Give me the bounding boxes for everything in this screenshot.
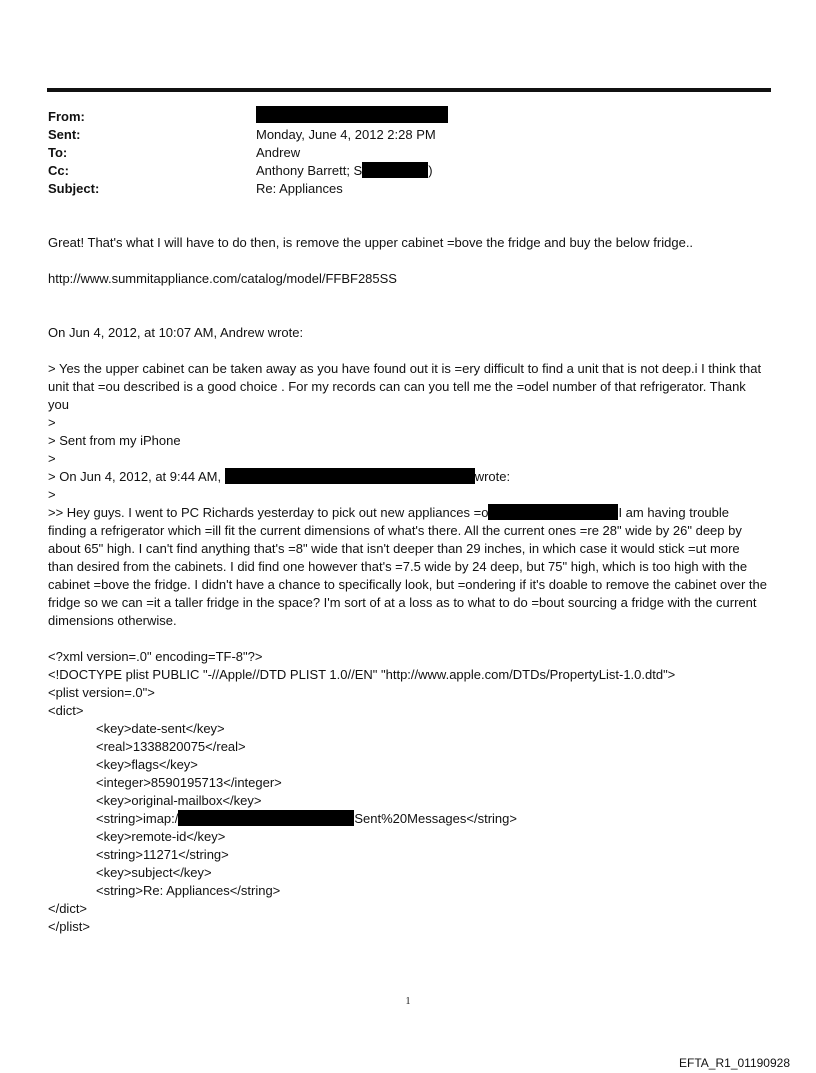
quote-intro-2-pre: > On Jun 4, 2012, at 9:44 AM, [48, 469, 222, 484]
plist-line: <key>original-mailbox</key> [96, 793, 262, 808]
to-value: Andrew [256, 145, 301, 160]
cc-suffix: ) [428, 163, 433, 178]
redaction-box [178, 810, 354, 826]
from-label: From: [48, 109, 85, 124]
plist-close: </plist> [48, 919, 90, 934]
quote-marker: > [48, 487, 56, 502]
quote-marker: > [48, 415, 56, 430]
redaction-box [362, 162, 428, 178]
plist-line: <integer>8590195713</integer> [96, 775, 282, 790]
redaction-box [256, 106, 448, 123]
sent-from-iphone: > Sent from my iPhone [48, 433, 181, 448]
subject-value: Re: Appliances [256, 181, 343, 196]
message-body [48, 234, 768, 936]
cc-text: Anthony Barrett; S [256, 163, 363, 178]
cc-value [256, 162, 433, 180]
page-number: 1 [405, 996, 411, 1007]
sent-label: Sent: [48, 127, 81, 142]
subject-label: Subject: [48, 181, 100, 196]
from-value [256, 106, 448, 125]
quoted-paragraph: > Yes the upper cabinet can be taken away as you have found out it is =ery difficult to find a unit that is not deep.i I think that unit that =ou described is a good choice . For my records can can you tell me the =odel number of that refrigerator. Thank you [48, 361, 762, 412]
doctype-line: <!DOCTYPE plist PUBLIC "-//Apple//DTD PLIST 1.0//EN" "http://www.apple.com/DTDs/PropertyList-1.0.dtd"> [48, 667, 676, 682]
cc-label: Cc: [48, 163, 69, 178]
plist-line: <key>date-sent</key> [96, 721, 225, 736]
quote-intro: On Jun 4, 2012, at 10:07 AM, Andrew wrote: [48, 325, 304, 340]
mailbox-pre: <string>imap:/ [96, 811, 179, 826]
document-id: EFTA_R1_01190928 [679, 1056, 790, 1070]
plist-line-mailbox [48, 810, 768, 828]
redaction-box [488, 504, 618, 520]
mailbox-post: Sent%20Messages</string> [354, 811, 517, 826]
link-text: http://www.summitappliance.com/catalog/model/FFBF285SS [48, 271, 397, 286]
top-rule [47, 88, 771, 92]
quote-intro-2 [48, 468, 768, 486]
plist-line: <real>1338820075</real> [96, 739, 246, 754]
original-message-rest: finding a refrigerator which =ill fit the current dimensions of what's there. All the current ones =re 28" wide by 26" deep by about 65" high. I can't find anything that's =8" wide that isn't deeper than 29 inches, in which case it would stick =ut more than desired from the cabinets. I did find one however that's =7.5 wide by 24 deep, but 75" high, which is too high with the cabinet =bove the fridge. I didn't have a chance to specifically look, but =ondering if it's doable to remove the cabinet over the fridge so we can =it a taller fridge in the space? I'm sort of at a loss as to what to do =bout sourcing a fridge with the current dimensions otherwise. [48, 523, 767, 628]
dict-close: </dict> [48, 901, 88, 916]
sent-value: Monday, June 4, 2012 2:28 PM [256, 127, 436, 142]
dict-open: <dict> [48, 703, 84, 718]
plist-line: <key>flags</key> [96, 757, 198, 772]
original-message [48, 504, 768, 630]
original-message-mid: I am having trouble [618, 505, 730, 520]
reply-paragraph: Great! That's what I will have to do then, is remove the upper cabinet =bove the fridge and buy the below fridge.. [48, 235, 694, 250]
quote-marker: > [48, 451, 56, 466]
xml-declaration: <?xml version=.0" encoding=TF-8"?> [48, 649, 263, 664]
plist-line: <key>subject</key> [96, 865, 212, 880]
plist-line: <string>11271</string> [96, 847, 229, 862]
to-label: To: [48, 145, 68, 160]
quote-intro-2-post: wrote: [474, 469, 511, 484]
plist-line: <string>Re: Appliances</string> [96, 883, 281, 898]
redaction-box [225, 468, 475, 484]
original-message-start: >> Hey guys. I went to PC Richards yesterday to pick out new appliances =o [48, 505, 489, 520]
plist-open: <plist version=.0"> [48, 685, 155, 700]
plist-line: <key>remote-id</key> [96, 829, 226, 844]
